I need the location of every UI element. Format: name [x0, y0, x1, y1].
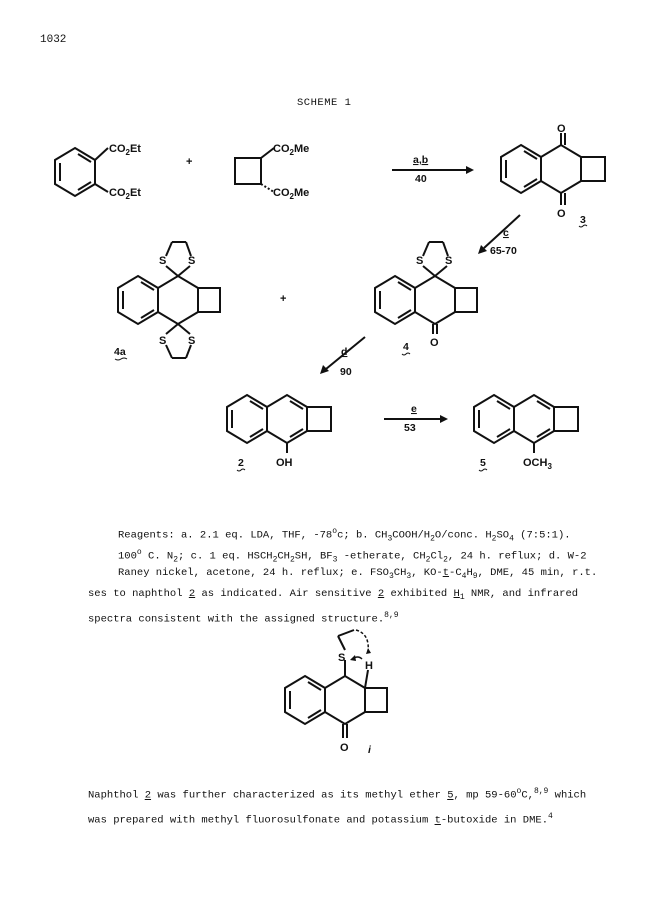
compound-4a-s4: S [188, 335, 196, 347]
plus-sign-2: + [280, 293, 287, 305]
arrow-c-reagents: c [503, 227, 509, 239]
arrow-ab-yield: 40 [415, 173, 427, 185]
compound-3-label: 3 [580, 214, 586, 226]
body-line-naphthol: Naphthol 2 was further characterized as its methyl ether 5, mp 59-60$^o$C,$^{8,9}$ which [88, 787, 587, 802]
page-number: 1032 [40, 34, 67, 46]
cyclobutane-diester-structure [235, 143, 309, 201]
compound-4a-structure [114, 242, 220, 360]
compound-2-label: 2 [238, 457, 244, 469]
compound-2-hydroxyl: OH [276, 457, 293, 469]
body-line-ses: ses to naphthol 2 as indicated. Air sensitive 2 exhibited $H_1$ NMR, and infrared [88, 588, 579, 603]
arrow-d [320, 337, 365, 378]
diester-top-label: $CO_2Et$ [109, 143, 141, 157]
arrow-d-reagents: d [341, 346, 348, 358]
compound-3-oxygen-bottom: O [557, 208, 566, 220]
arrow-d-yield: 90 [340, 366, 352, 378]
compound-4-s1: S [416, 255, 424, 267]
compound-3-structure [501, 123, 605, 227]
arrow-e-reagents: e [411, 403, 417, 415]
compound-4a-s1: S [159, 255, 167, 267]
compound-4-s2: S [445, 255, 453, 267]
compound-4a-s2: S [188, 255, 196, 267]
compound-3-oxygen-top: O [557, 123, 566, 135]
body-line-spectra: spectra consistent with the assigned structure.$^{8,9}$ [88, 611, 399, 626]
cyclobutane-ester-top: $CO_2Me$ [273, 143, 310, 157]
compound-4-structure [375, 242, 477, 355]
arrow-c-yield: 65-70 [490, 245, 517, 257]
compound-4a-label: 4a [114, 346, 126, 358]
arrow-e-yield: 53 [404, 422, 416, 434]
compound-5-label: 5 [480, 457, 486, 469]
arrow-c [478, 215, 520, 257]
compound-2-structure [227, 395, 331, 471]
body-line-preparation: was prepared with methyl fluorosulfonate and potassium t-butoxide in DME.$^4$ [88, 812, 553, 827]
scheme-title: SCHEME 1 [297, 97, 352, 109]
compound-4a-s3: S [159, 335, 167, 347]
compound-5-methoxy: $OCH_3$ [523, 457, 552, 471]
compound-4-label: 4 [403, 341, 409, 353]
intermediate-i-label: i [368, 744, 371, 756]
reagents-line-1: Reagents: a. 2.1 eq. LDA, THF, -78$^o$c; b. $CH_3COOH/H_2O$/conc. $H_2SO_4$ (7:5:1). [118, 527, 571, 544]
plus-sign-1: + [186, 156, 193, 168]
arrow-ab [392, 154, 474, 185]
arrow-ab-reagents: a,b [413, 154, 429, 166]
diester-bottom-label: $CO_2Et$ [109, 187, 141, 201]
intermediate-i-structure [285, 630, 387, 756]
intermediate-i-hydrogen: H [365, 660, 373, 672]
arrow-e [384, 403, 448, 434]
compound-4-oxygen: O [430, 337, 439, 349]
cyclobutane-ester-bottom: $CO_2Me$ [273, 187, 310, 201]
compound-5-structure [474, 395, 578, 471]
reagents-line-3: Raney nickel, acetone, 24 h. reflux; e. $FSO_3CH_3$, $KO-t-C_4H_9$, DME, 45 min, r.t. [118, 567, 598, 582]
intermediate-i-sulfur: S [338, 652, 346, 664]
intermediate-i-oxygen: O [340, 742, 349, 754]
reagents-line-2: 100$^o$ C. $N_2$; c. 1 eq. $HSCH_2CH_2SH$, $BF_3$ -etherate, $CH_2Cl_2$, 24 h. reflux; d. W-2 [118, 548, 587, 565]
diethyl-phthalate-structure [55, 143, 141, 201]
